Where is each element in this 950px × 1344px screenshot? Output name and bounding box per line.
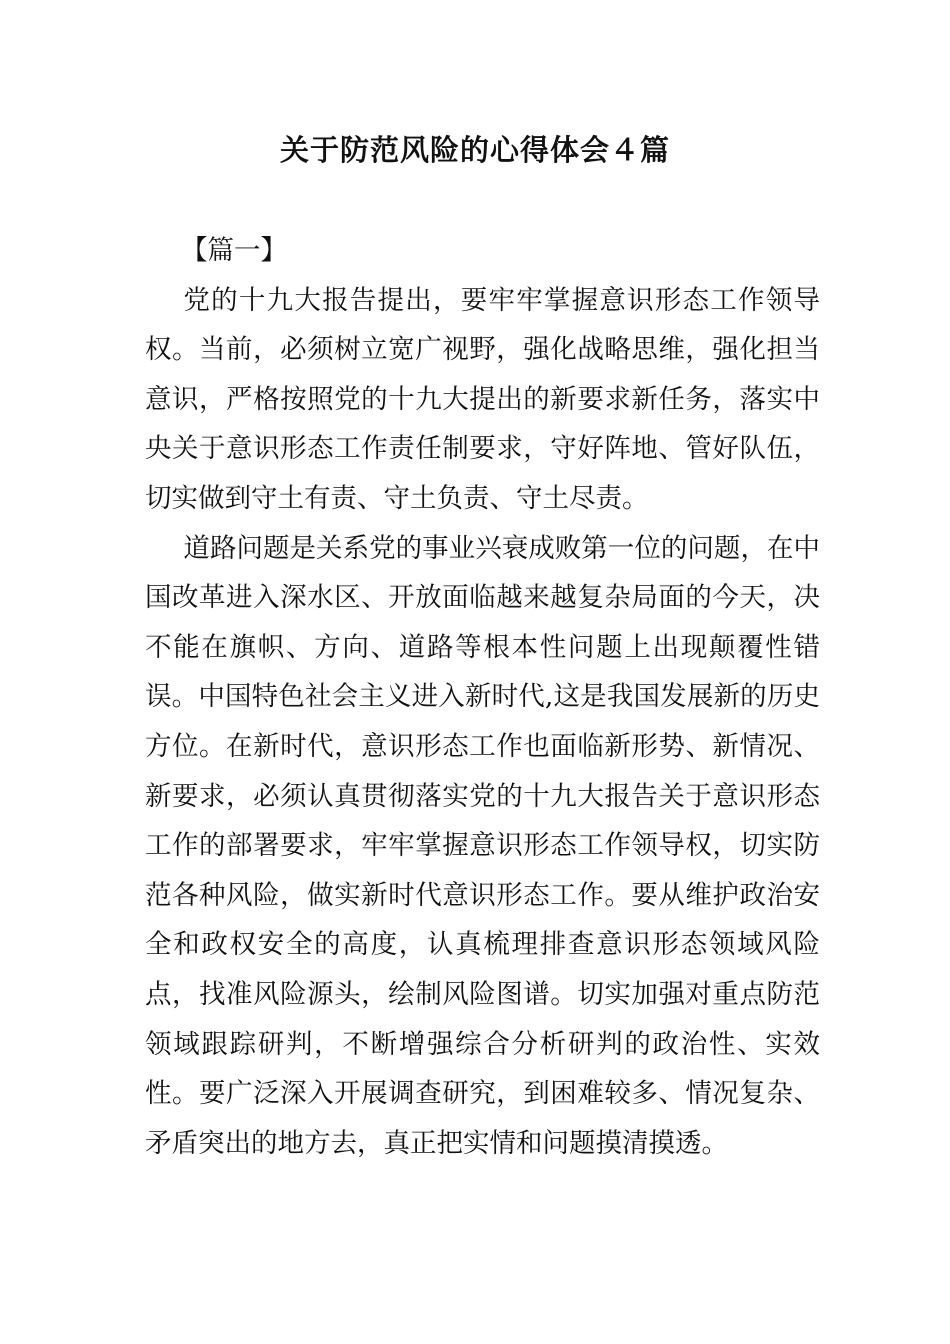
paragraph-1: 党的十九大报告提出，要牢牢掌握意识形态工作领导权。当前，必须树立宽广视野，强化战略思维，强化担当意识，严格按照党的十九大提出的新要求新任务，落实中央关于意识形态工作责任制要求，守好阵地、管好队伍，切实做到守土有责、守土负责、守土尽责。 [145, 284, 820, 514]
paragraph-2: 道路问题是关系党的事业兴衰成败第一位的问题，在中国改革进入深水区、开放面临越来越复杂局面的今天，决不能在旗帜、方向、道路等根本性问题上出现颠覆性错误。中国特色社会主义进入新时代,这是我国发展新的历史方位。在新时代，意识形态工作也面临新形势、新情况、新要求，必须认真贯彻落实党的十九大报告关于意识形态工作的部署要求，牢牢掌握意识形态工作领导权，切实防范各种风险，做实新时代意识形态工作。要从维护政治安全和政权安全的高度，认真梳理排查意识形态领域风险点，找准风险源头，绘制风险图谱。切实加强对重点防范领域跟踪研判，不断增强综合分析研判的政治性、实效性。要广泛深入开展调查研究，到困难较多、情况复杂、矛盾突出的地方去，真正把实情和问题摸清摸透。 [145, 532, 820, 1159]
section-heading: 【篇一】 [181, 235, 287, 266]
document-title: 关于防范风险的心得体会４篇 [279, 133, 670, 167]
document-body [145, 226, 820, 1168]
